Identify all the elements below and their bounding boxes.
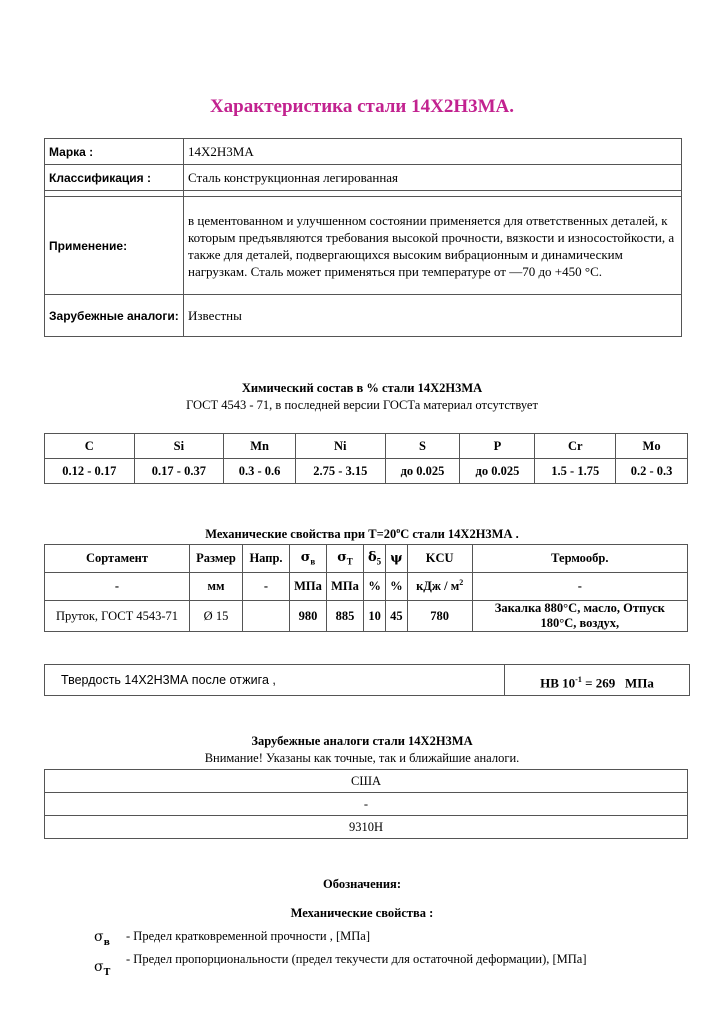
unit-cell: мм xyxy=(190,573,243,601)
chem-value: 0.3 - 0.6 xyxy=(224,459,296,484)
mech-header-sortament: Сортамент xyxy=(45,545,190,573)
chem-value: 0.12 - 0.17 xyxy=(45,459,135,484)
hardness-box xyxy=(44,664,690,696)
unit-cell-kcu xyxy=(407,573,472,601)
mech-header-sigma-t xyxy=(327,545,364,573)
legend-sub: в xyxy=(103,937,110,948)
mech-header-delta xyxy=(364,545,386,573)
analogs-table xyxy=(44,769,688,839)
analog-country: США xyxy=(45,770,688,793)
chem-heading: Химический состав в % стали 14Х2Н3МА xyxy=(241,381,483,395)
hardness-value-post: = 269 МПа xyxy=(581,675,654,691)
hardness-value xyxy=(505,665,689,695)
chem-value: до 0.025 xyxy=(460,459,535,484)
page-title: Характеристика стали 14Х2Н3МА. xyxy=(209,96,515,117)
mech-heading xyxy=(0,526,724,542)
sigma-t-sub: T xyxy=(346,556,353,567)
legend-sym: σ xyxy=(94,959,104,975)
application-label: Применение: xyxy=(45,197,184,295)
unit-cell: - xyxy=(472,573,687,601)
mechanical-properties-table xyxy=(44,544,688,632)
chem-header: Ni xyxy=(296,434,386,459)
mech-heading-post: C стали 14Х2Н3МА . xyxy=(400,527,519,542)
legend-heading: Обозначения: xyxy=(323,877,401,891)
unit-cell: % xyxy=(364,573,386,601)
chem-header: C xyxy=(45,434,135,459)
mech-header-direction: Напр. xyxy=(243,545,290,573)
grade-value: 14Х2Н3МА xyxy=(184,139,682,165)
mech-header-psi xyxy=(386,545,408,573)
unit-cell: МПа xyxy=(327,573,364,601)
sigma-t-symbol: σ xyxy=(337,550,347,566)
legend-text: - Предел кратковременной прочности , [МПа] xyxy=(126,929,371,943)
grade-label: Марка : xyxy=(45,139,184,165)
analogs-heading: Зарубежные аналоги стали 14Х2Н3МА xyxy=(251,734,473,748)
row-direction xyxy=(243,601,290,632)
row-sigma-b: 980 xyxy=(290,601,327,632)
row-delta: 10 xyxy=(364,601,386,632)
legend-sym: σ xyxy=(94,929,104,945)
unit-cell: МПа xyxy=(290,573,327,601)
chem-header: P xyxy=(460,434,535,459)
mech-heading-sup: o xyxy=(396,526,401,535)
legend-text: - Предел пропорциональности (предел текучести для остаточной деформации), [МПа] xyxy=(126,952,587,966)
delta-sub: 5 xyxy=(376,556,382,567)
analog-row: - xyxy=(45,793,688,816)
hardness-label: Твердость 14Х2Н3МА после отжига , xyxy=(45,665,505,695)
mech-header-kcu: KCU xyxy=(407,545,472,573)
analogs-note: Внимание! Указаны как точные, так и ближайшие аналоги. xyxy=(204,751,520,765)
psi-symbol: ψ xyxy=(390,551,403,566)
row-sigma-t: 885 xyxy=(327,601,364,632)
chem-header: Cr xyxy=(535,434,616,459)
legend-subheading: Механические свойства : xyxy=(290,906,434,920)
chem-value: до 0.025 xyxy=(385,459,460,484)
analog-row: 9310H xyxy=(45,816,688,839)
chem-value: 0.2 - 0.3 xyxy=(616,459,688,484)
chem-header: Mo xyxy=(616,434,688,459)
row-treatment: Закалка 880°C, масло, Отпуск 180°C, воздух, xyxy=(472,601,687,632)
mech-heading-pre: Механические свойства при Т=20 xyxy=(205,527,397,542)
steel-info-table xyxy=(44,138,682,337)
row-sortament: Пруток, ГОСТ 4543-71 xyxy=(45,601,190,632)
legend-sigma-b-symbol xyxy=(94,929,110,948)
mech-header-sigma-b xyxy=(290,545,327,573)
chem-header: Si xyxy=(134,434,224,459)
chemical-composition-table xyxy=(44,433,688,484)
foreign-analogs-label: Зарубежные аналоги: xyxy=(45,295,184,337)
chem-header: Mn xyxy=(224,434,296,459)
classification-value: Сталь конструкционная легированная xyxy=(184,165,682,191)
legend-sigma-t-symbol xyxy=(94,959,110,978)
row-psi: 45 xyxy=(386,601,408,632)
chem-value: 1.5 - 1.75 xyxy=(535,459,616,484)
hardness-value-sup: -1 xyxy=(575,675,582,684)
unit-cell: % xyxy=(386,573,408,601)
application-value: в цементованном и улучшенном состоянии применяется для ответственных деталей, к которым предъявляются требования высокой прочности, вязкости и износостойкости, а также для деталей, подвергающихся высоким вибрационным и динамическим нагрузкам. Сталь может применяться при температуре от —70 до +450 °С. xyxy=(184,197,682,295)
mech-header-size: Размер xyxy=(190,545,243,573)
unit-cell: - xyxy=(243,573,290,601)
classification-label: Классификация : xyxy=(45,165,184,191)
mech-header-treatment: Термообр. xyxy=(472,545,687,573)
row-kcu: 780 xyxy=(407,601,472,632)
kcu-unit: кДж / м xyxy=(416,579,460,594)
chem-value: 0.17 - 0.37 xyxy=(134,459,224,484)
legend-sub: T xyxy=(103,967,111,978)
sigma-b-sub: в xyxy=(310,556,316,567)
chem-header: S xyxy=(385,434,460,459)
foreign-analogs-value: Известны xyxy=(184,295,682,337)
hardness-value-pre: HB 10 xyxy=(540,675,576,691)
sigma-b-symbol: σ xyxy=(300,550,311,566)
chem-value: 2.75 - 3.15 xyxy=(296,459,386,484)
delta-symbol: δ xyxy=(368,550,377,566)
chem-subheading: ГОСТ 4543 - 71, в последней версии ГОСТа материал отсутствует xyxy=(186,398,538,412)
row-size: Ø 15 xyxy=(190,601,243,632)
kcu-unit-sup: 2 xyxy=(459,578,464,588)
unit-cell: - xyxy=(45,573,190,601)
